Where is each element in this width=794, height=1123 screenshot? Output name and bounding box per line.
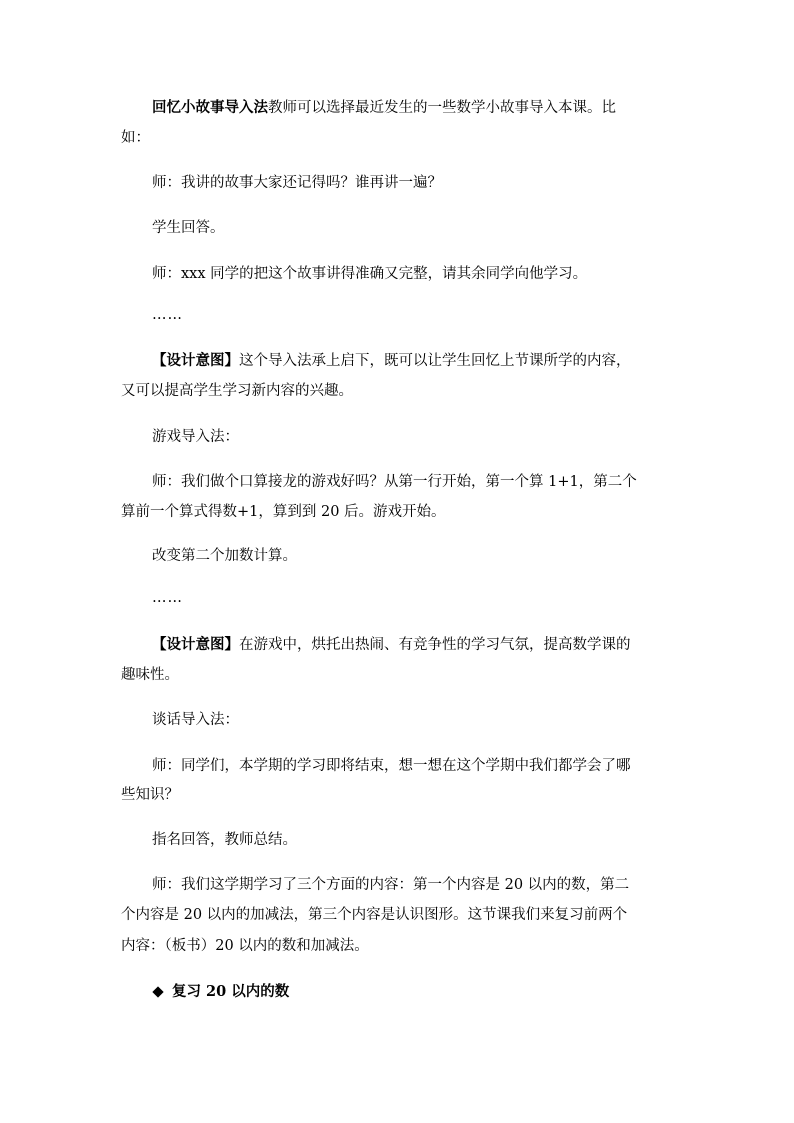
teacher-summary-line3: 内容：（板书）20 以内的数和加减法。 xyxy=(121,938,369,954)
answer-summary: 指名回答，教师总结。 xyxy=(152,832,297,848)
design-intent-1 xyxy=(152,351,682,371)
teacher-question: 师：我讲的故事大家还记得吗？谁再讲一遍？ xyxy=(152,175,442,191)
student-answer: 学生回答。 xyxy=(152,220,225,236)
game-instruction-line2: 算前一个算式得数+1，算到到 20 后。游戏开始。 xyxy=(121,504,446,520)
teacher-talk-line2: 些知识？ xyxy=(121,787,179,803)
paragraph-text: 教师可以选择最近发生的一些数学小故事导入本课。比 xyxy=(268,100,616,116)
design-intent-label: 【设计意图】 xyxy=(152,636,239,653)
teacher-summary-line1: 师：我们这学期学习了三个方面的内容：第一个内容是 20 以内的数，第二 xyxy=(152,877,630,893)
talk-intro-heading: 谈话导入法： xyxy=(152,712,239,728)
design-intent-text-continued: 又可以提高学生学习新内容的兴趣。 xyxy=(121,383,353,399)
game-instruction-line1: 师：我们做个口算接龙的游戏好吗？从第一行开始，第一个算 1+1，第二个 xyxy=(152,474,637,490)
design-intent-text: 在游戏中，烘托出热闹、有竞争性的学习气氛，提高数学课的 xyxy=(239,637,631,653)
ellipsis: …… xyxy=(152,307,183,323)
diamond-bullet-icon xyxy=(152,986,163,997)
section-heading-text: 复习 20 以内的数 xyxy=(172,983,290,1000)
paragraph-heading: 回忆小故事导入法 xyxy=(152,99,268,116)
section-bullet-heading xyxy=(152,982,289,1002)
design-intent-label: 【设计意图】 xyxy=(152,352,239,369)
paragraph-story-intro xyxy=(152,98,682,118)
teacher-comment: 师：xxx 同学的把这个故事讲得准确又完整，请其余同学向他学习。 xyxy=(152,266,588,282)
ellipsis: …… xyxy=(152,590,183,606)
teacher-talk-line1: 师：同学们，本学期的学习即将结束，想一想在这个学期中我们都学会了哪 xyxy=(152,758,631,774)
design-intent-2 xyxy=(152,635,682,655)
design-intent-text: 这个导入法承上启下，既可以让学生回忆上节课所学的内容， xyxy=(239,353,631,369)
teacher-summary-line2: 个内容是 20 以内的加减法，第三个内容是认识图形。这节课我们来复习前两个 xyxy=(121,907,628,923)
game-intro-heading: 游戏导入法： xyxy=(152,429,239,445)
design-intent-text-continued: 趣味性。 xyxy=(121,667,179,683)
game-variation: 改变第二个加数计算。 xyxy=(152,548,297,564)
paragraph-text-continued: 如： xyxy=(121,130,150,146)
